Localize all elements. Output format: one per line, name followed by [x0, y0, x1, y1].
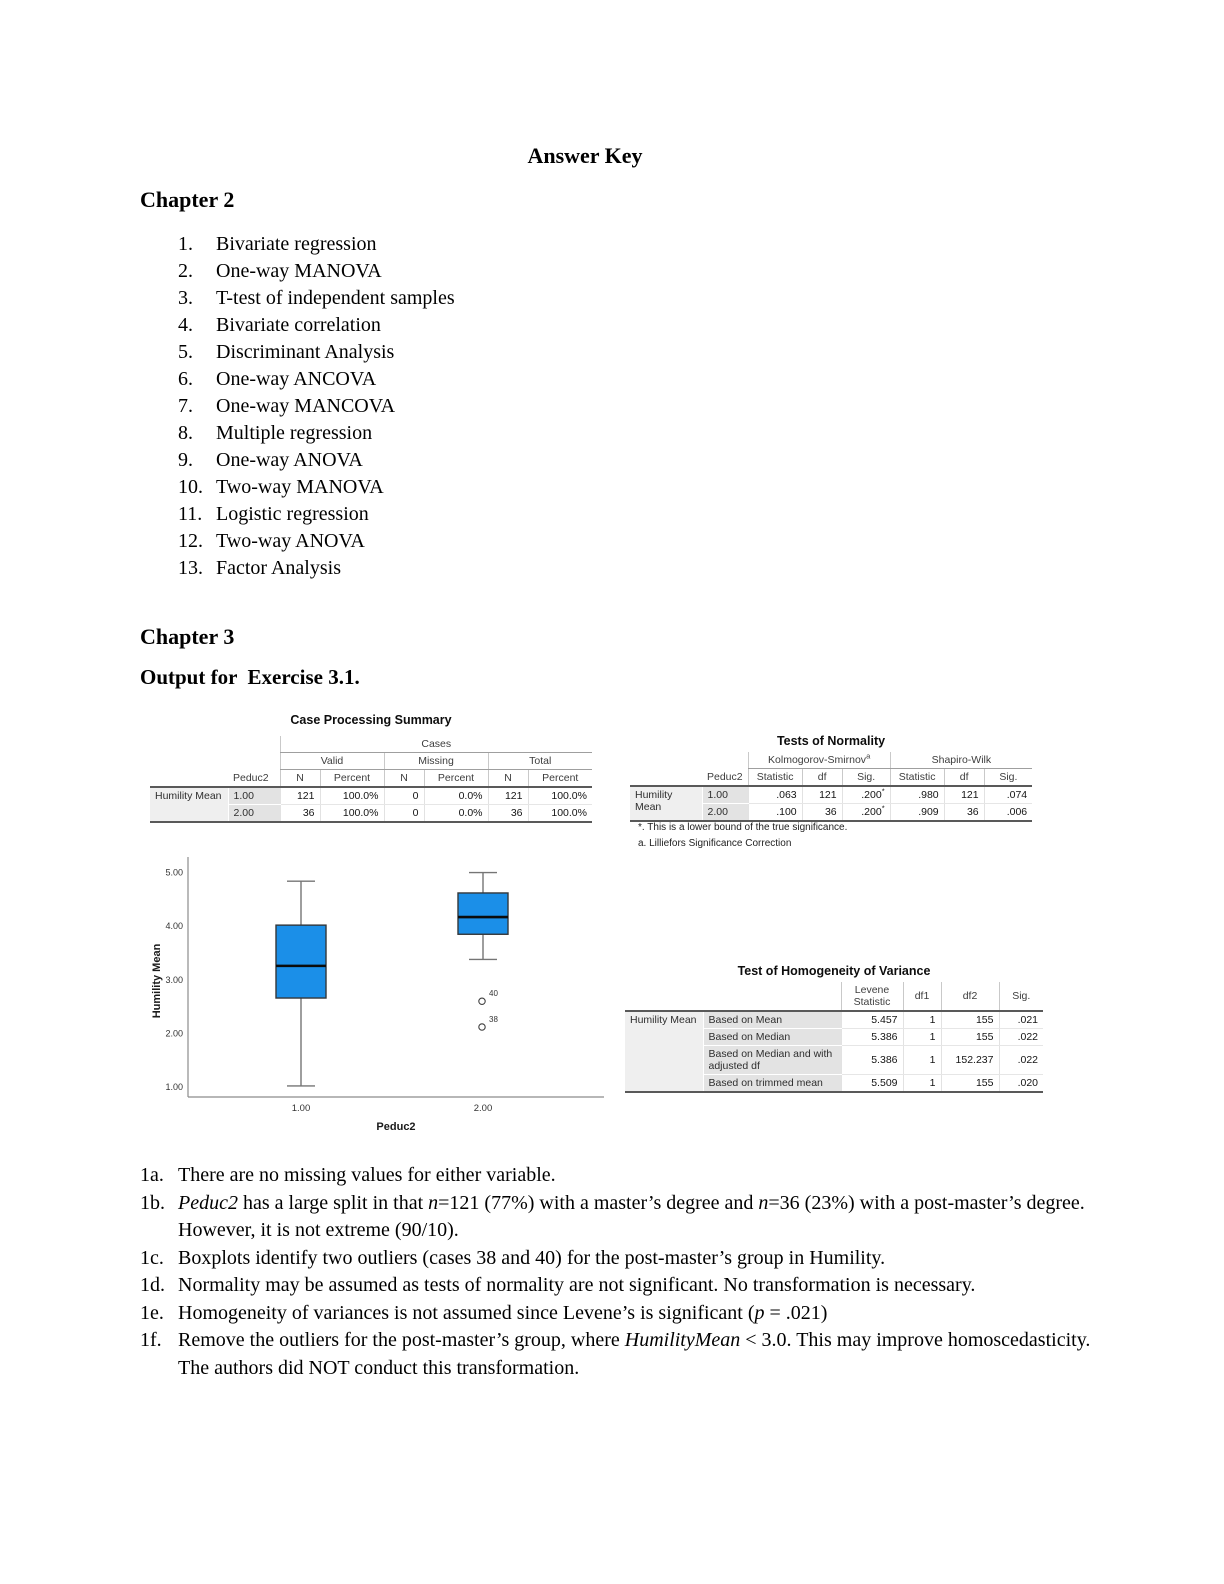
table-cell: 155	[941, 1029, 999, 1046]
chapter2-heading: Chapter 2	[140, 187, 235, 212]
box	[276, 925, 326, 998]
normality-footnote-star: *. This is a lower bound of the true significance.	[638, 822, 848, 833]
answer-text: =121 (77%) with a master’s degree and	[438, 1191, 759, 1214]
column-header: N	[384, 770, 424, 788]
table-cell: 36	[280, 805, 320, 823]
y-tick-label: 4.00	[165, 921, 183, 932]
column-group-header: Valid	[280, 753, 384, 770]
table-cell: .063	[748, 786, 802, 804]
list-item	[178, 366, 455, 393]
column-header: N	[280, 770, 320, 788]
table-cell: 100.0%	[528, 787, 592, 805]
table-cell: .006	[984, 804, 1032, 822]
list-text: Bivariate correlation	[216, 314, 381, 336]
exercise-heading: Output for Exercise 3.1.	[140, 665, 360, 689]
table-row	[630, 786, 1032, 804]
table-row	[150, 736, 592, 753]
normality-title: Tests of Normality	[776, 734, 886, 748]
answer-label: 1a.	[140, 1164, 164, 1186]
page-title: Answer Key	[527, 143, 643, 168]
y-tick-label: 5.00	[165, 867, 183, 878]
table-cell: .100	[748, 804, 802, 822]
list-item	[178, 447, 455, 474]
table-cell: 1	[903, 1011, 941, 1029]
column-group-header: Kolmogorov-Smirnov$^a$	[748, 752, 890, 769]
table-row	[630, 752, 1032, 769]
list-number: 8.	[178, 422, 193, 444]
column-header: Percent	[320, 770, 384, 788]
table-cell: 1	[903, 1029, 941, 1046]
column-header: df2	[941, 982, 999, 1011]
answer-text: There are no missing values for either variable.	[178, 1164, 556, 1186]
homogeneity-title: Test of Homogeneity of Variance	[737, 964, 931, 978]
list-text: One-way ANOVA	[216, 449, 363, 471]
outlier-label: 38	[489, 1014, 498, 1024]
table-cell: 36	[802, 804, 842, 822]
table-row	[150, 770, 592, 788]
chapter3-heading: Chapter 3	[140, 624, 235, 649]
list-item	[178, 339, 455, 366]
table-cell: .200*	[842, 786, 890, 804]
column-group-header: Total	[488, 753, 592, 770]
table-row	[150, 787, 592, 805]
list-number: 3.	[178, 287, 193, 309]
row-category: Based on trimmed mean	[703, 1075, 841, 1093]
table-cell: 1	[903, 1046, 941, 1075]
column-header: Sig.	[999, 982, 1043, 1011]
list-text: One-way ANCOVA	[216, 368, 377, 390]
answer-item	[140, 1300, 1108, 1328]
list-number: 6.	[178, 368, 193, 390]
answer-item	[140, 1162, 1108, 1190]
column-header: df	[944, 769, 984, 787]
list-number: 12.	[178, 530, 203, 552]
boxplot-chart	[146, 851, 616, 1139]
spss-table	[630, 752, 1032, 822]
y-tick-label: 3.00	[165, 974, 183, 985]
table-cell: .020	[999, 1075, 1043, 1093]
table-cell: 5.509	[841, 1075, 903, 1093]
table-cell: .909	[890, 804, 944, 822]
table-cell: 100.0%	[528, 805, 592, 823]
list-text: Logistic regression	[216, 503, 369, 525]
list-text: Discriminant Analysis	[216, 341, 395, 363]
column-header: Sig.	[842, 769, 890, 787]
list-number: 9.	[178, 449, 193, 471]
stub-header: Peduc2	[228, 770, 280, 788]
case-processing-table	[150, 736, 592, 823]
table-row	[150, 753, 592, 770]
table-cell: .200*	[842, 804, 890, 822]
list-item	[178, 258, 455, 285]
list-number: 4.	[178, 314, 193, 336]
normality-footnote-a: a. Lilliefors Significance Correction	[638, 838, 792, 849]
answer-item	[140, 1327, 1108, 1382]
row-category: Based on Median	[703, 1029, 841, 1046]
homogeneity-table	[625, 982, 1043, 1093]
row-category: 1.00	[228, 787, 280, 805]
column-header: Percent	[528, 770, 592, 788]
table-cell: 121	[488, 787, 528, 805]
column-header: Levene Statistic	[841, 982, 903, 1011]
chapter2-list	[178, 231, 455, 582]
table-cell: 1	[903, 1075, 941, 1093]
spss-table	[150, 736, 592, 823]
table-cell: 100.0%	[320, 787, 384, 805]
answer-text: has a large split in that	[237, 1191, 429, 1214]
table-cell: 121	[944, 786, 984, 804]
table-cell: 5.457	[841, 1011, 903, 1029]
table-cell: 36	[944, 804, 984, 822]
x-axis-title: Peduc2	[376, 1121, 416, 1133]
list-number: 1.	[178, 233, 193, 255]
list-number: 11.	[178, 503, 203, 525]
x-tick-label: 2.00	[473, 1103, 493, 1114]
row-label: Humility Mean	[150, 787, 228, 822]
table-cell: 152.237	[941, 1046, 999, 1075]
answer-text: Remove the outliers for the post-master’s group, where	[178, 1329, 625, 1351]
outlier-point	[479, 1024, 485, 1030]
table-cell: .021	[999, 1011, 1043, 1029]
answer-label: 1d.	[140, 1274, 165, 1296]
y-axis-title: Humility Mean	[151, 943, 163, 1019]
row-category: Based on Median and with adjusted df	[703, 1046, 841, 1075]
box	[458, 893, 508, 934]
column-group-header: Missing	[384, 753, 488, 770]
list-item	[178, 231, 455, 258]
stub-header: Peduc2	[702, 769, 748, 787]
answer-text: =36 (23%) with a post-master’s degree. However, it is not extreme (90/10).	[178, 1191, 1085, 1241]
list-item	[178, 528, 455, 555]
answer-item	[140, 1245, 1108, 1273]
list-text: Factor Analysis	[216, 557, 341, 579]
table-cell: 0	[384, 787, 424, 805]
answer-text: n	[428, 1191, 439, 1214]
table-row	[630, 769, 1032, 787]
table-cell: 121	[280, 787, 320, 805]
answer-text: Peduc2	[178, 1191, 238, 1214]
answer-text: Homogeneity of variances is not assumed since Levene’s is significant (	[178, 1301, 755, 1324]
table-cell: 0	[384, 805, 424, 823]
list-item	[178, 393, 455, 420]
column-header: N	[488, 770, 528, 788]
boxplot-svg	[146, 851, 616, 1139]
column-header: Statistic	[890, 769, 944, 787]
table-cell: 0.0%	[424, 805, 488, 823]
list-item	[178, 312, 455, 339]
answer-item	[140, 1190, 1108, 1245]
table-row	[625, 1011, 1043, 1029]
column-header: Percent	[424, 770, 488, 788]
list-item	[178, 420, 455, 447]
list-text: Two-way ANOVA	[216, 530, 365, 552]
list-text: T-test of independent samples	[216, 287, 455, 309]
answer-text: p	[754, 1301, 765, 1324]
answers-section	[140, 1162, 1108, 1382]
case-processing-title: Case Processing Summary	[290, 713, 452, 727]
answer-item	[140, 1272, 1108, 1300]
spss-table	[625, 982, 1043, 1093]
row-category: 1.00	[702, 786, 748, 804]
row-category: 2.00	[702, 804, 748, 822]
table-cell: .980	[890, 786, 944, 804]
y-tick-label: 1.00	[165, 1082, 183, 1092]
list-text: One-way MANCOVA	[216, 395, 396, 417]
list-item	[178, 555, 455, 582]
column-header: Statistic	[748, 769, 802, 787]
row-label: Humility Mean	[630, 786, 702, 821]
answer-text: = .021)	[764, 1301, 828, 1324]
list-number: 13.	[178, 557, 203, 579]
row-category: 2.00	[228, 805, 280, 823]
table-cell: 5.386	[841, 1046, 903, 1075]
row-label: Humility Mean	[625, 1011, 703, 1092]
table-cell: 36	[488, 805, 528, 823]
column-header: df1	[903, 982, 941, 1011]
table-cell: .074	[984, 786, 1032, 804]
list-number: 2.	[178, 260, 193, 282]
column-group-header: Shapiro-Wilk	[890, 752, 1032, 769]
list-text: Multiple regression	[216, 422, 373, 444]
column-header: df	[802, 769, 842, 787]
x-tick-label: 1.00	[291, 1103, 311, 1114]
table-cell: 100.0%	[320, 805, 384, 823]
list-number: 5.	[178, 341, 193, 363]
list-text: One-way MANOVA	[216, 260, 382, 282]
column-header: Sig.	[984, 769, 1032, 787]
list-text: Two-way MANOVA	[216, 476, 384, 498]
list-item	[178, 474, 455, 501]
y-tick-label: 2.00	[165, 1028, 183, 1039]
row-category: Based on Mean	[703, 1011, 841, 1029]
column-group-header: Cases	[280, 736, 592, 753]
table-cell: 0.0%	[424, 787, 488, 805]
tests-of-normality-table	[630, 752, 1032, 822]
list-text: Bivariate regression	[216, 233, 377, 255]
list-item	[178, 285, 455, 312]
table-row	[625, 982, 1043, 1011]
answer-text: n	[758, 1191, 769, 1214]
answer-label: 1b.	[140, 1191, 165, 1214]
table-cell: .022	[999, 1046, 1043, 1075]
answer-text: HumilityMean	[624, 1329, 741, 1351]
outlier-label: 40	[489, 989, 498, 999]
answer-label: 1c.	[140, 1246, 164, 1269]
answer-label: 1f.	[140, 1329, 162, 1351]
answer-label: 1e.	[140, 1301, 164, 1324]
table-cell: 155	[941, 1011, 999, 1029]
table-cell: 5.386	[841, 1029, 903, 1046]
list-number: 10.	[178, 476, 203, 498]
table-cell: 121	[802, 786, 842, 804]
answer-text: Normality may be assumed as tests of normality are not significant. No transformation is necessary.	[178, 1274, 976, 1296]
answer-text: Boxplots identify two outliers (cases 38 and 40) for the post-master’s group in Humility.	[178, 1246, 886, 1269]
list-item	[178, 501, 455, 528]
table-cell: .022	[999, 1029, 1043, 1046]
list-number: 7.	[178, 395, 193, 417]
outlier-point	[479, 998, 485, 1004]
table-cell: 155	[941, 1075, 999, 1093]
answer-text: < 3.0. This may improve homoscedasticity. The authors did NOT conduct this transformation.	[178, 1329, 1091, 1379]
